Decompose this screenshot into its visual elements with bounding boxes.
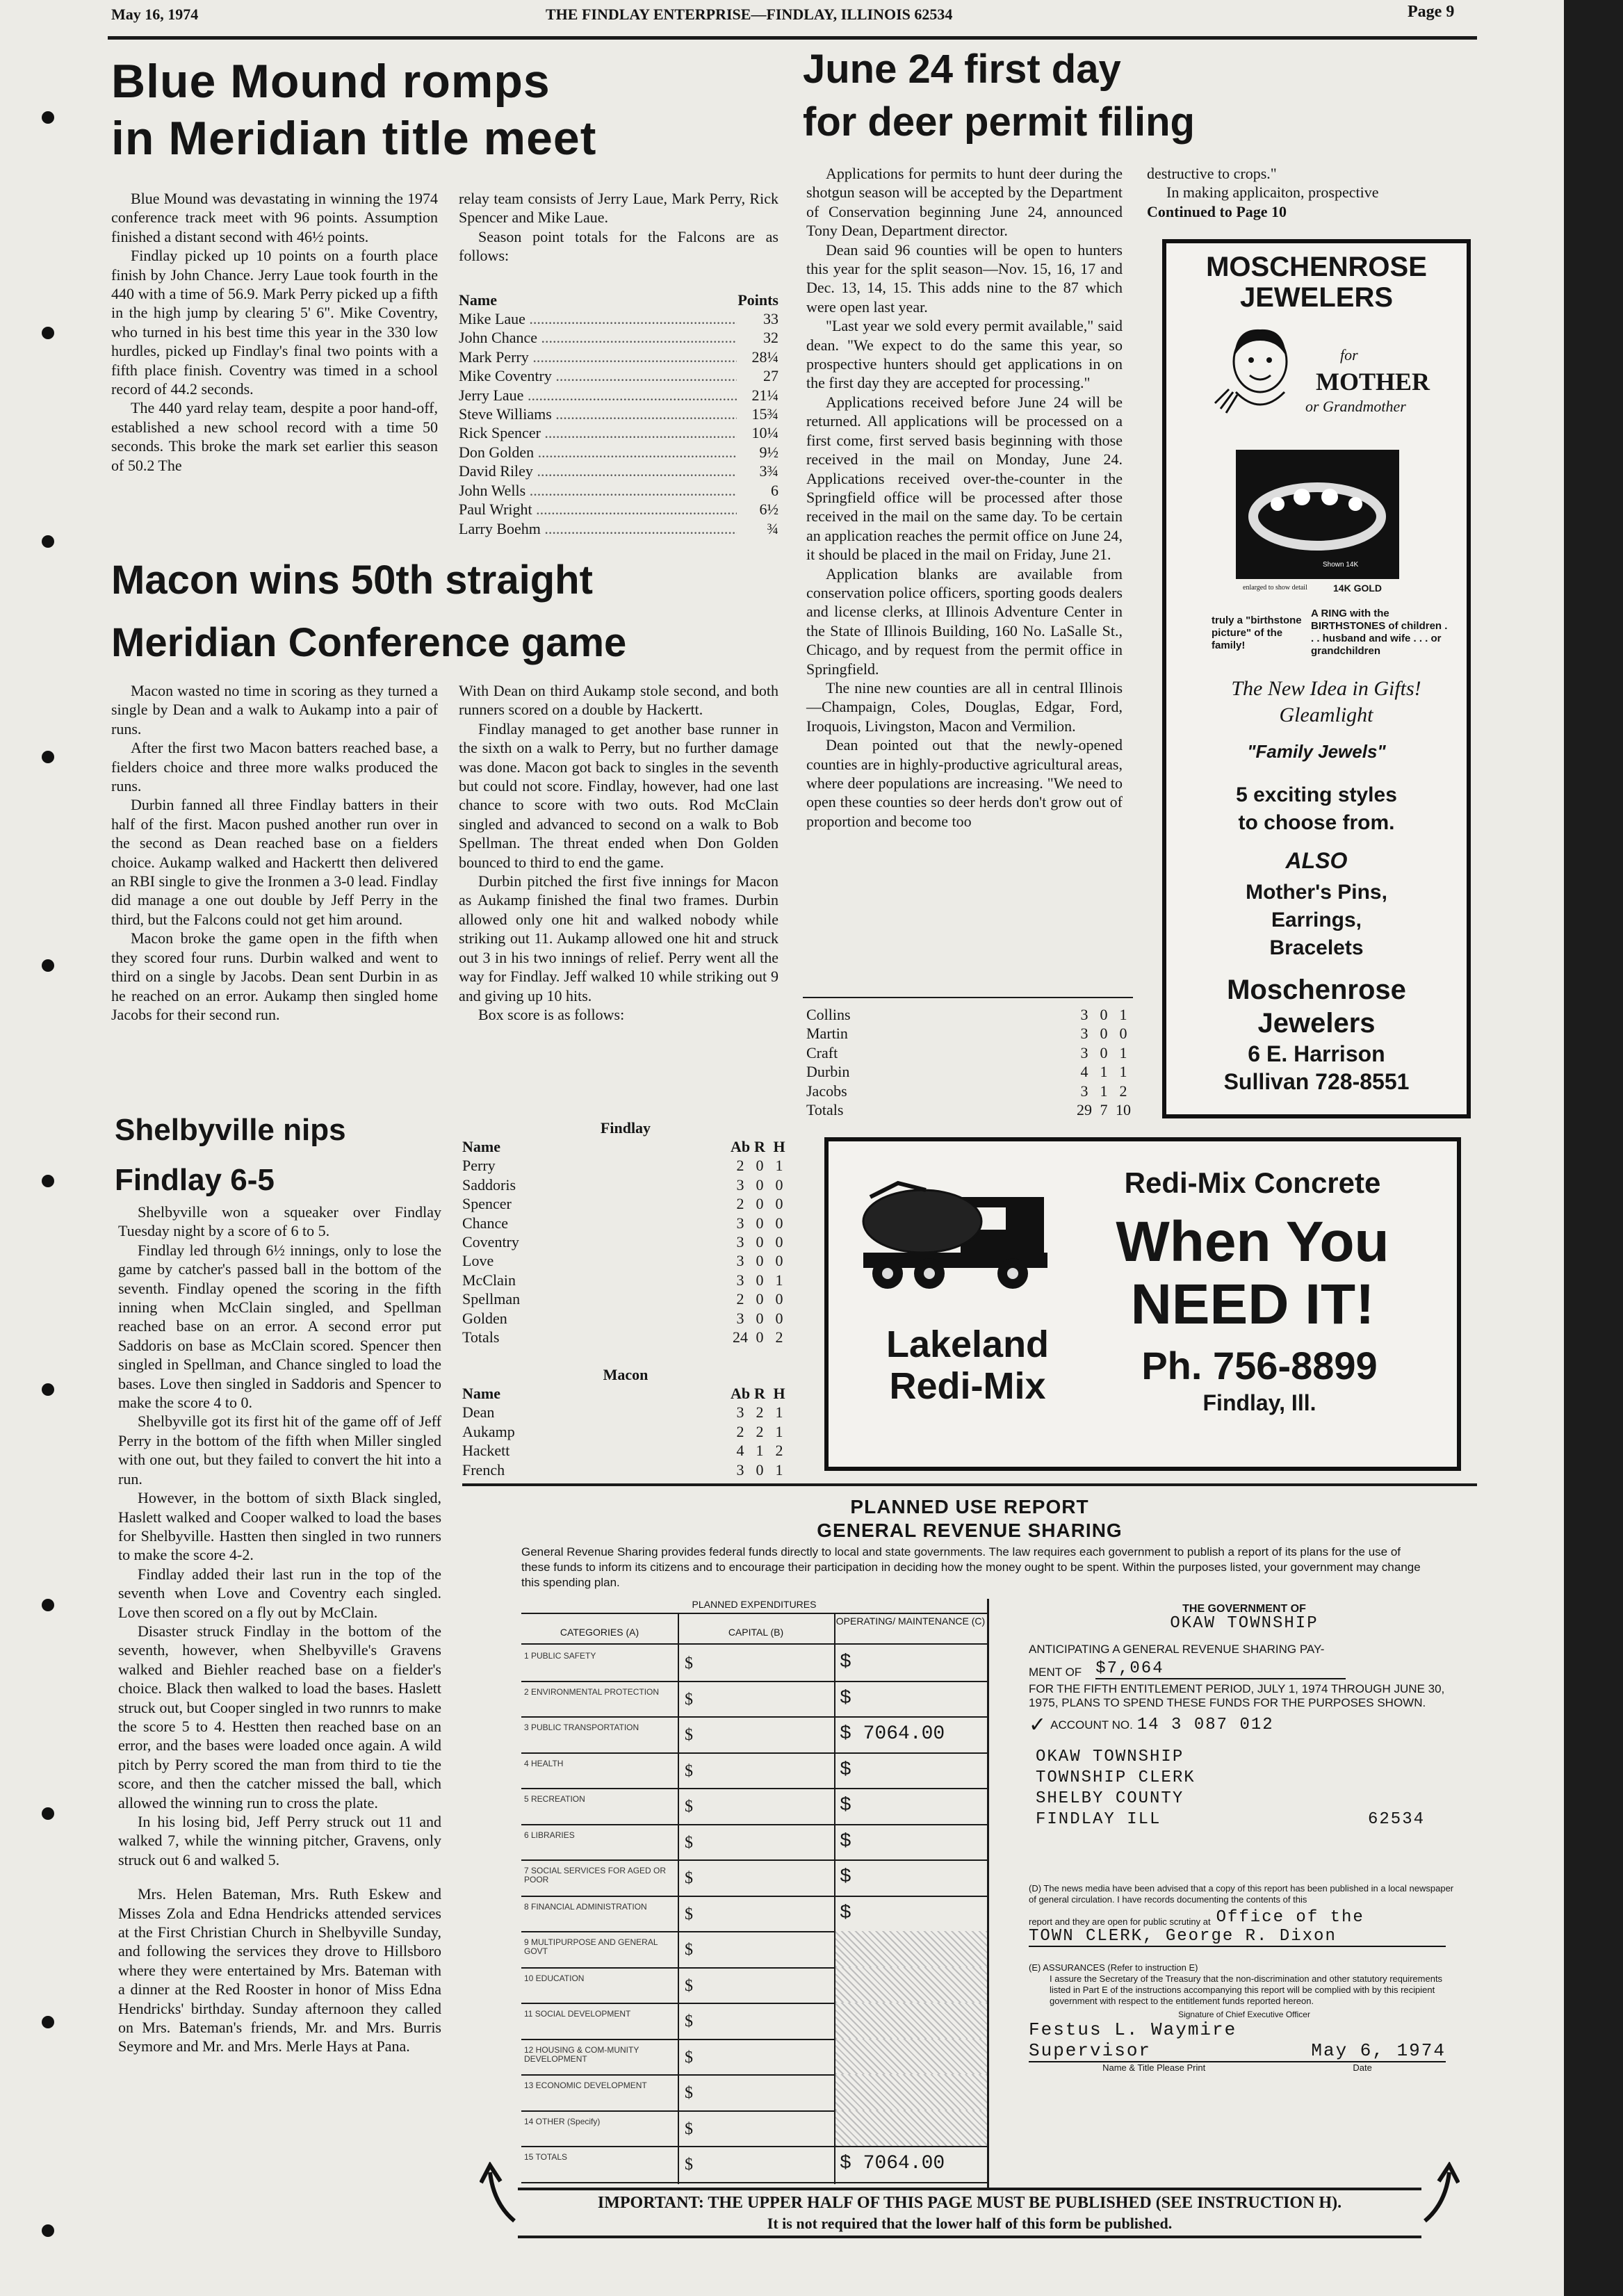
box-score-row: French 3 0 1 [462, 1460, 783, 1479]
article4-col2: destructive to crops." In making applicaiton, prospective Continued to Page 10 [1147, 164, 1467, 221]
box-score-row: Totals 29 7 10 [806, 1101, 1131, 1119]
category-label: 14 OTHER (Specify) [524, 2116, 601, 2126]
mother-illustration-icon [1208, 320, 1305, 431]
box-score-row: Jacobs 3 1 2 [806, 1082, 1127, 1100]
operating-field: $ 7064.00 [840, 1723, 945, 1745]
punch-hole [42, 535, 54, 548]
category-label: 10 EDUCATION [524, 1973, 585, 1983]
headline-deer-permit: June 24 first day for deer permit filing [803, 47, 1195, 145]
points-row: John Chance ..... 32 [459, 328, 778, 347]
category-label: 13 ECONOMIC DEVELOPMENT [524, 2081, 647, 2090]
cement-truck-icon [856, 1169, 1065, 1294]
box-score-row: Collins 3 0 1 [806, 1006, 1127, 1023]
punch-hole [42, 959, 54, 972]
category-label: 3 PUBLIC TRANSPORTATION [524, 1723, 639, 1732]
table-row-rule [521, 1859, 987, 1861]
box-score-row: Saddoris 3 0 0 [462, 1175, 783, 1194]
capital-field: $ [685, 2084, 693, 2102]
masthead-rule [108, 36, 1477, 40]
category-label: 1 PUBLIC SAFETY [524, 1651, 596, 1661]
punch-hole [42, 751, 54, 763]
table-row-rule [521, 1681, 987, 1682]
table-row-rule [521, 1824, 987, 1825]
category-label: 8 FINANCIAL ADMINISTRATION [524, 1901, 647, 1912]
box-score-row: Martin 3 0 0 [806, 1025, 1127, 1043]
government-block: THE GOVERNMENT OF OKAW TOWNSHIP ANTICIPATING A GENERAL REVENUE SHARING PAY- MENT OF $7,064 FOR THE FIFTH ENTITLEMENT PERIOD, JULY 1, 1974 THROUGH JUNE 30, 1975, PLANS TO SPEND THESE FUNDS FOR THE PURPOSES SHOWN. ✓ ACCOUNT NO. 14 3 087 012 OKAW TOWNSHIP TOWNSHIP CLERK SHELBY COUNTY FINDLAY ILL 62534 (D) The news media have been advised that a copy of this report has been published in a local newspaper of general circulation. I have records documenting the contents of this report and they are open for public scrutiny at Office of the TOWN CLERK, George R. Dixon (E) ASSURANCES (Refer to instruction E) I assure the Secretary of the Treasury that the non-discrimination and other statutory requirements listed in Part E of the instructions accompanying this report will be complied with by this recipient government with respect to the entitlement funds reported hereon. Signature of Chief Executive Officer Festus L. Waymire Supervisor May 6, 1974 Name & Title Please Print Date [1029, 1603, 1460, 2073]
operating-field: $ [840, 1759, 851, 1781]
ad-moschenrose: MOSCHENROSE JEWELERS for MOTHER or Grandmother Shown 14K enlarged to show detail 14K GOLD truly a "birthstone picture" of the family! A RING with the BIRTHSTONES of children . . . husband and wife . . . or grandchildren The New Idea in Gifts! Gleamlight "Family Jewels" 5 exciting styles to choose from. ALSO Mother's Pins, Earrings, Bracelets Moschenrose Jewelers 6 E. Harrison Sullivan 728-8551 [1162, 239, 1471, 1118]
box-findlay: Findlay Name Ab R H Perry 2 0 1 Saddoris 3 0 0 Spencer 2 0 0 Chance 3 0 0 Coventry 3 0 0 Love 3 0 0 McClain 3 0 1 Spellman 2 0 0 Golden 3 0 0 Totals 24 0 2 [462, 1119, 789, 1346]
address-block: OKAW TOWNSHIP TOWNSHIP CLERK SHELBY COUNTY FINDLAY ILL 62534 [1036, 1748, 1425, 1829]
table-row-rule [521, 2182, 987, 2183]
expenditures-table: PLANNED EXPENDITURES CATEGORIES (A) CAPITAL (B) OPERATING/ MAINTENANCE (C) 1 PUBLIC SAFETY $ $ 2 ENVIRONMENTAL PROTECTION $ $ 3 PUBLIC TRANSPORTATION $ $ 7064.00 4 HEALTH $ $ 5 RECREATION $ $ 6 LIBRARIES $ $ 7 SOCIAL SERVICES FOR AGED OR POOR $ $ 8 FINANCIAL ADMINISTRATION $ $ 9 MULTIPURPOSE AND GENERAL GOVT $ 10 EDUCATION $ 11 SOCIAL DEVELOPMENT $ 12 HOUSING & COM-MUNITY DEVELOPMENT $ 13 ECONOMIC DEVELOPMENT $ 14 OTHER (Specify) $ 15 TOTALS $ $ 7064.00 [521, 1599, 987, 2190]
box-score-row: Perry 2 0 1 [462, 1157, 783, 1175]
capital-field: $ [685, 2012, 693, 2030]
punch-hole [42, 2224, 54, 2237]
script-slogan: The New Idea in Gifts! Gleamlight [1231, 677, 1421, 726]
box-score-row: Durbin 4 1 1 [806, 1063, 1127, 1081]
punch-hole [42, 1175, 54, 1187]
box-score-row: Spencer 2 0 0 [462, 1195, 783, 1213]
category-label: 15 TOTALS [524, 2152, 568, 2162]
headline-shelbyville: Shelbyville nips Findlay 6-5 [115, 1113, 346, 1197]
punch-hole [42, 1599, 54, 1611]
headline-blue-mound: Blue Mound romps in Meridian title meet [111, 55, 597, 165]
points-table-header: Name Points [459, 291, 778, 309]
continued-link[interactable]: Continued to Page 10 [1147, 202, 1287, 220]
form-divider [987, 1599, 989, 2190]
table-row-rule [521, 1716, 987, 1718]
punch-hole [42, 2016, 54, 2028]
box-score-row: Totals 24 0 2 [462, 1328, 783, 1346]
box-score-row: Chance 3 0 0 [462, 1214, 783, 1232]
capital-field: $ [685, 1690, 693, 1709]
table-row-rule [521, 1788, 987, 1789]
points-row: Mark Perry ..... 28¼ [459, 348, 778, 366]
box-macon: Macon Name Ab R H Dean 3 2 1 Aukamp 2 2 1 Hackett 4 1 2 French 3 0 1 [462, 1366, 789, 1479]
page-number: Page 9 [1408, 3, 1455, 21]
box-score-row: Coventry 3 0 0 [462, 1233, 783, 1251]
capital-field: $ [685, 2156, 693, 2174]
operating-field: $ 7064.00 [840, 2153, 945, 2174]
points-row: David Riley ..... 3¾ [459, 462, 778, 480]
box-score-row: Spellman 2 0 0 [462, 1290, 783, 1308]
box-rule [803, 997, 1133, 998]
capital-field: $ [685, 1833, 693, 1852]
checkmark-icon: ✓ [1029, 1713, 1047, 1736]
hatched-cell [835, 2074, 987, 2110]
social-note: Mrs. Helen Bateman, Mrs. Ruth Eskew and Misses Zola and Edna Hendricks attended services at the First Christian Church in Shelbyville Sunday, and following the services they drove to Hillsboro where they were entertained by Mrs. Bateman with a dinner at the Red Rooster in honor of Miss Edna Hendricks' birthday. Sunday afternoon they called on Mrs. Bateman's friends, Mr. and Mrs. Burris Seymore and Mr. and Mrs. Merle Hays at Pana. [118, 1885, 441, 2055]
box-score-row: Dean 3 2 1 [462, 1403, 783, 1422]
category-label: 7 SOCIAL SERVICES FOR AGED OR POOR [524, 1866, 667, 1884]
category-label: 6 LIBRARIES [524, 1830, 575, 1840]
points-row: Rick Spencer ..... 10¼ [459, 423, 778, 442]
operating-field: $ [840, 1830, 851, 1853]
ring-icon [1236, 450, 1399, 579]
points-row: Larry Boehm ..... ¾ [459, 519, 778, 538]
hatched-cell [835, 2039, 987, 2075]
hatched-cell [835, 2110, 987, 2147]
operating-field: $ [840, 1652, 851, 1673]
box-score-row: McClain 3 0 1 [462, 1271, 783, 1289]
article2-col2: With Dean on third Aukamp stole second, and both runners scored on a double by Hackertt. Findlay managed to get another base runner in the sixth on a walk to Perry, but no further damage was done. Macon got back to singles in the seventh but could not score. Findlay, however, had one last chance to score with two outs. Rod McClain singled and advanced to second on a walk to Bob Spellman. The threat ended when Don Golden bounced to third to end the game. Durbin pitched the first five innings for Macon as Aukamp finished the final two frames. Durbin allowed only one hit and walked nobody while striking out 11. Aukamp allowed one hit and struck out 3 in his two innings of relief. Perry went all the way for Findlay. Jeff walked 10 while striking out 9 and giving up 10 hits. Box score is as follows: [459, 682, 778, 1023]
points-row: John Wells ..... 6 [459, 481, 778, 500]
table-row-rule [521, 2146, 987, 2147]
category-label: 12 HOUSING & COM-MUNITY DEVELOPMENT [524, 2044, 639, 2064]
punch-hole [42, 111, 54, 124]
capital-field: $ [685, 1976, 693, 1995]
table-row-rule [521, 1896, 987, 1897]
article1-col2: relay team consists of Jerry Laue, Mark Perry, Rick Spencer and Mike Laue. Season point totals for the Falcons are as follows: Name Points Mike Laue ..... 33 John Chance ..... 32 Mark Perry ..... 28¼ Mike Coventry ..... 27 Jerry Laue ..... 21¼ Steve Williams ..... 15¾ Rick Spencer ..... 10¼ Don Golden ..... 9½ David Riley ..... 3¾ John Wells ..... 6 Paul Wright ..... 6½ Larry Boehm ..... ¾ [459, 189, 778, 538]
punch-hole [42, 327, 54, 339]
box-shelbyville [806, 1005, 1133, 1119]
table-row-rule [521, 1752, 987, 1754]
operating-field: $ [840, 1866, 851, 1888]
category-label: 9 MULTIPURPOSE AND GENERAL GOVT [524, 1937, 658, 1956]
category-label: 5 RECREATION [524, 1794, 585, 1804]
box-score-row: Hackett 4 1 2 [462, 1442, 783, 1460]
punch-hole [42, 1807, 54, 1820]
arrow-up-left-icon [480, 2162, 521, 2224]
capital-field: $ [685, 2048, 693, 2067]
capital-field: $ [685, 2119, 693, 2138]
ad-redi-mix: Redi-Mix Concrete When You NEED IT! Lakeland Redi-Mix Ph. 756-8899 Findlay, Ill. [824, 1137, 1461, 1471]
hatched-cell [835, 2003, 987, 2039]
arrow-up-right-icon [1418, 2162, 1460, 2224]
article1-col1: Blue Mound was devastating in winning the 1974 conference track meet with 96 points. Assumption finished a distant second with 46½ points. Findlay picked up 10 points on a fourth place finish by John Chance. Jerry Laue took fourth in the 440 with a time of 56.9. Mark Perry picked up a fifth in the high jump by clearing 5' 6". Mike Coventry, who turned in his best time this year in the 330 low hurdles, picked up Findlay's final two points with a fifth place finish. Coventry was timed in a school record of 44.2 seconds. The 440 yard relay team, despite a poor hand-off, established a new school record with a time 50 seconds. This broke the mark set earlier this season of 50.2 The [111, 190, 438, 474]
capital-field: $ [685, 1869, 693, 1887]
points-table [459, 309, 778, 538]
capital-field: $ [685, 1941, 693, 1959]
ring-photo: Shown 14K [1236, 450, 1399, 579]
points-row: Don Golden ..... 9½ [459, 443, 778, 462]
article3-body: Shelbyville won a squeaker over Findlay Tuesday night by a score of 6 to 5. Findlay led through 6½ innings, only to lose the game by catcher's passed ball in the bottom of the seventh. Findlay opened the scoring in the fifth inning when McClain singled, and Spellman reached base on an error. A second error put Saddoris on base as McClain scored. Spencer then singled in Spellman, and Chance singled to load the bases. Love then singled in Saddoris and Spencer to make the score 4 to 0. Shelbyville got its first hit of the game off of Jeff Perry in the bottom of the fifth when Miller singled with one out, but they failed to convert the hit into a run. However, in the bottom of sixth Black singled, Haslett walked and Cooper walked to load the bases for Shelbyville. Hastten then singled in two runners to make the score 4-2. Findlay added their last run in the top of the seventh when Love and Coventry each singled. Love then scored on a fly out by McClain. Disaster struck Findlay in the bottom of the seventh, however, when Shelbyville's Gravens walked and Biehler reached base on a fielder's choice. Black then walked to load the bases. Haslett struck out, but Cooper singled in two runnrs to make the score 5 to 4. Hestten then reached base on an error, and the bases were loaded once again. A wild pitch by Perry scored the man from third to tie the score, and then the catcher missed the ball, which allowed the winning run to cross the plate. In his losing bid, Jeff Perry struck out 11 and walked 7, while the winning pitcher, Gravens, only struck out 6 and walked 5. Mrs. Helen Bateman, Mrs. Ruth Eskew and Misses Zola and Edna Hendricks attended services at the First Christian Church in Shelbyville Sunday, and following the services they drove to Hillsboro where they were entertained by Mrs. Bateman with a dinner at the Red Rooster in honor of Miss Edna Hendricks' birthday. Sunday afternoon they called on Mrs. Bateman's friends, Mr. and Mrs. Burris Seymore and Mr. and Mrs. Merle Hays at Pana. [118, 1203, 441, 2055]
article4-col1: Applications for permits to hunt deer during the shotgun season will be accepted by the Department of Conservation beginning June 24, announced Tony Dean, Department director. Dean said 96 counties will be open to hunters this year for the split season—Nov. 15, 16, 17 and Dec. 13, 14, 15. This adds nine to the 87 which were open last year. "Last year we sold every permit available," said dean. "We expect to do the same this year, so prospective hunters should get applications in on the first day they are accepted for processing." Applications received before June 24 will be returned. All applications will be processed on a first come, first served basis beginning with those received in the mail on Monday, June 24. Applications received over-the-counter in the Springfield office will be processed after those received in the mail on the same day. To be certain an application reaches the permit office on June 24, it should be placed in the mail on Friday, June 21. Application blanks are available from conservation police officers, sporting goods dealers and license clerks, at Illinois Adventure Center in the State of Illinois Building, 160 No. LaSalle St., Chicago, and by request from the permit office in Springfield. The nine new counties are all in central Illinois—Champaign, Coles, Douglas, Edgar, Ford, Iroquois, Livingston, Macon and Vermilion. Dean pointed out that the newly-opened counties are in highly-productive agricultural areas, where deer populations are increasing. "We need to open these counties so deer herds don't grow out of proportion and become too [806, 165, 1123, 830]
box-score-row: Aukamp 2 2 1 [462, 1422, 783, 1440]
points-row: Steve Williams ..... 15¾ [459, 405, 778, 423]
points-row: Mike Coventry ..... 27 [459, 366, 778, 385]
category-label: 11 SOCIAL DEVELOPMENT [524, 2009, 631, 2019]
newspaper-page: May 16, 1974 THE FINDLAY ENTERPRISE—FINDLAY, ILLINOIS 62534 Page 9 Blue Mound romps in Meridian title meet Blue Mound was devastating in winning the 1974 conference track meet with 96 points. Assumption finished a distant second with 46½ points. Findlay picked up 10 points on a fourth place finish by John Chance. Jerry Laue took fourth in the 440 with a time of 56.9. Mark Perry picked up a fifth in the high jump by clearing 5' 6". Mike Coventry, who turned in his best time this year in the 330 low hurdles, picked up Findlay's final two points with a fifth place finish. Coventry was timed in a school record of 44.2 seconds. The 440 yard relay team, despite a poor hand-off, established a new school record with a time 50 seconds. This broke the mark set earlier this season of 50.2 The relay team consists of Jerry Laue, Mark Perry, Rick Spencer and Mike Laue. Season point totals for the Falcons are as follows: Name Points Mike Laue ..... 33 John Chance ..... 32 Mark Perry ..... 28¼ Mike Coventry ..... 27 Jerry Laue ..... 21¼ Steve Williams ..... 15¾ Rick Spencer ..... 10¼ Don Golden ..... 9½ David Riley ..... 3¾ John Wells ..... 6 Paul Wright ..... 6½ Larry Boehm ..... ¾ Macon wins 50th straight Meridian Conference game Macon wasted no time in scoring as they turned a single by Dean and a walk to Aukamp into a pair of runs. After the first two Macon batters reached base, a fielders choice and three more walks produced the runs. Durbin fanned all three Findlay batters in their half of the first. Macon pushed another run over in the second as Dean reached base on a fielders choice. Aukamp walked and Hackertt then delivered an RBI single to give the Ironmen a 3-0 lead. Findlay did manage a one out double by Jeff Perry in the third, but the Falcons could not get him around. Macon broke the game open in the fifth when they scored four runs. Durbin walked and went to third on a single by Jacobs. Dean sent Durbin in as he reached on an error. Aukamp then singled home Jacobs for their second run. With Dean on third Aukamp stole second, and both runners scored on a double by Hackertt. Findlay managed to get another base runner in the sixth on a walk to Perry, but no further damage was done. Macon got back to singles in the seventh but could not score. Findlay, however, had one last chance to score with two outs. Rod McClain singled and advanced to second on a walk to Bob Spellman. The threat ended when Don Golden bounced to third to end the game. Durbin pitched the first five innings for Macon as Aukamp finished the final two frames. Durbin allowed only one hit and walked nobody while striking out 11. Aukamp allowed one hit and struck out 3 in his two innings of relief. Perry went all the way for Findlay. Jeff walked 10 while striking out 9 and giving up 10 hits. Box score is as follows: Findlay Name Ab R H Perry 2 0 1 Saddoris 3 0 0 Spencer 2 0 0 Chance 3 0 0 Coventry 3 0 0 Love 3 0 0 McClain 3 0 1 Spellman 2 0 0 Golden 3 0 0 Totals 24 0 2 Macon Name Ab R H Dean 3 2 1 Aukamp 2 2 1 Hackett 4 1 2 French 3 0 1 Collins 3 0 1 Martin 3 0 0 Craft 3 0 1 Durbin 4 1 1 Jacobs 3 1 2 Totals 29 7 10 Shelbyville nips Findlay 6-5 Shelbyville won a squeaker over Findlay Tuesday night by a score of 6 to 5. Findlay led through 6½ innings, only to lose the game by catcher's passed ball in the bottom of the seventh. Findlay opened the scoring in the fifth inning when McClain singled, and Spellman reached base on an error. A second error put Saddoris on base as McClain scored. Spencer then singled in Spellman, and Chance singled to load the bases. Love then singled in Saddoris and Spencer to make the score 4 to 0. Shelbyville got its first hit of the game off of Jeff Perry in the bottom of the fifth when Miller singled with one out, but they failed to convert the hit into a run. However, in the bottom of sixth Black singled, Haslett walked and Cooper walked to load the bases for Shelbyville. Hastten then singled in two runners to make the score 4-2. Findlay added their last run in the top of the seventh when Love and Coventry each singled. Love then scored on a fly out by McClain. Disaster struck Findlay in the bottom of the seventh, however, when Shelbyville's Gravens walked and Biehler reached base on a fielder's choice. Black then walked to load the bases. Haslett struck out, but Cooper singled in two runnrs to make the score 5 to 4. Hestten then reached base on an error, and the bases were loaded once again. A wild pitch by Perry scored the man from third to tie the score, and then the catcher missed the ball, which allowed the winning run to cross the plate. In his losing bid, Jeff Perry struck out 11 and walked 7, while the winning pitcher, Gravens, only struck out 6 and walked 5. Mrs. Helen Bateman, Mrs. Ruth Eskew and Misses Zola and Edna Hendricks attended services at the First Christian Church in Shelbyville Sunday, and following the services they drove to Hillsboro where they were entertained by Mrs. Bateman with a dinner at the Red Rooster in honor of Miss Edna Hendricks' birthday. Sunday afternoon they called on Mrs. Bateman's friends, Mr. and Mrs. Burris Seymore and Mr. and Mrs. Merle Hays at Pana. June 24 first day for deer permit filing Applications for permits to hunt deer during the shotgun season will be accepted by the Department of Conservation beginning June 24, announced Tony Dean, Department director. Dean said 96 counties will be open to hunters this year for the split season—Nov. 15, 16, 17 and Dec. 13, 14, 15. This adds nine to the 87 which were open last year. "Last year we sold every permit available," said dean. "We expect to do the same this year, so prospective hunters should get applications in on the first day they are accepted for processing." Applications received before June 24 will be returned. All applications will be processed on a first come, first served basis beginning with those received in the mail on Monday, June 24. Applications received over-the-counter in the Springfield office will be processed after those received in the mail on the same day. To be certain an application reaches the permit office on June 24, it should be placed in the mail on Friday, June 21. Application blanks are available from conservation police officers, sporting goods dealers and license clerks, at Illinois Adventure Center in the State of Illinois Building, 160 No. LaSalle St., Chicago, and by request from the permit office in Springfield. The nine new counties are all in central Illinois—Champaign, Coles, Douglas, Edgar, Ford, Iroquois, Livingston, Macon and Vermilion. Dean pointed out that the newly-opened counties are in highly-productive agricultural areas, where deer populations are increasing. "We need to open these counties so deer herds don't grow out of proportion and become too destructive to crops." In making applicaiton, prospective Continued to Page 10 MOSCHENROSE JEWELERS for MOTHER or Grandmother Shown 14K enlarged to show detail 14K GOLD truly a "birthstone picture" of the family! A RING with the BIRTHSTONES of children . . . husband and wife . . . or grandchildren The New Idea in Gifts! Gleamlight "Family Jewels" 5 exciting styles to choose from. ALSO Mother's Pins, Earrings, Bracelets Moschenrose Jewelers 6 E. Harrison Sullivan 728-8551 Redi-Mix Concrete When You NEED IT! Lakeland Redi-Mix Ph. 756-8899 Findlay, Ill. PLANNED USE REPORT GENERAL REVENUE SHARING General Revenue Sharing provides federal funds directly to local and state governments. The law requires each government to publish a report of its plans for the use of these funds to inform its citizens and to encourage their participation in deciding how the money ought to be spent. Within the purposes listed, your government may change this spending plan. PLANNED EXPENDITURES CATEGORIES (A) CAPITAL (B) OPERATING/ MAINTENANCE (C) 1 PUBLIC SAFETY $ $ 2 ENVIRONMENTAL PROTECTION $ $ 3 PUBLIC TRANSPORTATION $ $ 7064.00 4 HEALTH $ $ 5 RECREATION $ $ 6 LIBRARIES $ $ 7 SOCIAL SERVICES FOR AGED OR POOR $ $ 8 FINANCIAL ADMINISTRATION $ $ 9 MULTIPURPOSE AND GENERAL GOVT $ 10 EDUCATION $ 11 SOCIAL DEVELOPMENT $ 12 HOUSING & COM-MUNITY DEVELOPMENT $ 13 ECONOMIC DEVELOPMENT $ 14 OTHER (Specify) $ 15 TOTALS $ $ 7064.00 THE GOVERNMENT OF OKAW TOWNSHIP ANTICIPATING A GENERAL REVENUE SHARING PAY- MENT OF $7,064 FOR THE FIFTH ENTITLEMENT PERIOD, JULY 1, 1974 THROUGH JUNE 30, 1975, PLANS TO SPEND THESE FUNDS FOR THE PURPOSES SHOWN. ✓ ACCOUNT NO. 14 3 087 012 OKAW TOWNSHIP TOWNSHIP CLERK SHELBY COUNTY FINDLAY ILL 62534 (D) The news media have been advised that a copy of this report has been published in a local newspaper of general circulation. I have records documenting the contents of this report and they are open for public scrutiny at Office of the TOWN CLERK, George R. Dixon (E) ASSURANCES (Refer to instruction E) I assure the Secretary of the Treasury that the non-discrimination and other statutory requirements listed in Part E of the instructions accompanying this report will be complied with by this recipient government with respect to the entitlement funds reported hereon. Signature of Chief Executive Officer Festus L. Waymire Supervisor May 6, 1974 Name & Title Please Print Date IMPORTANT: THE UPPER HALF OF THIS PAGE MUST BE PUBLISHED (SEE INSTRUCTION H). It is not required that the lower half of this form be published. [0, 0, 1564, 2296]
points-row: Paul Wright ..... 6½ [459, 500, 778, 519]
box-score-row: Craft 3 0 1 [806, 1043, 1127, 1061]
capital-field: $ [685, 1798, 693, 1816]
capital-field: $ [685, 1726, 693, 1744]
points-row: Jerry Laue ..... 21¼ [459, 386, 778, 405]
operating-field: $ [840, 1902, 851, 1924]
article2-col1: Macon wasted no time in scoring as they turned a single by Dean and a walk to Aukamp into a pair of runs. After the first two Macon batters reached base, a fielders choice and three more walks produced the runs. Durbin fanned all three Findlay batters in their half of the first. Macon pushed another run over in the second as Dean reached base on a fielders choice. Aukamp walked and Hackertt then delivered an RBI single to give the Ironmen a 3-0 lead. Findlay did manage a one out double by Jeff Perry in the third, but the Falcons could not get him around. Macon broke the game open in the fifth when they scored four runs. Durbin walked and went to third on a single by Jacobs. Dean sent Durbin in as he reached on an error. Aukamp then singled home Jacobs for their second run. [111, 682, 438, 1023]
operating-field: $ [840, 1687, 851, 1709]
points-row: Mike Laue ..... 33 [459, 309, 778, 328]
category-label: 2 ENVIRONMENTAL PROTECTION [524, 1686, 660, 1697]
box-score-row: Golden 3 0 0 [462, 1309, 783, 1327]
hatched-cell [835, 1967, 987, 2003]
capital-field: $ [685, 1761, 693, 1780]
issue-date: May 16, 1974 [111, 6, 199, 23]
headline-macon: Macon wins 50th straight Meridian Conference game [111, 557, 627, 665]
capital-field: $ [685, 1905, 693, 1923]
capital-field: $ [685, 1654, 693, 1672]
form-top-rule [462, 1483, 1477, 1486]
newspaper-name: THE FINDLAY ENTERPRISE—FINDLAY, ILLINOIS 62534 [546, 6, 953, 23]
box-score-row: Love 3 0 0 [462, 1252, 783, 1270]
category-label: 4 HEALTH [524, 1758, 564, 1768]
punch-hole [42, 1383, 54, 1396]
hatched-cell [835, 1931, 987, 1967]
operating-field: $ [840, 1795, 851, 1816]
